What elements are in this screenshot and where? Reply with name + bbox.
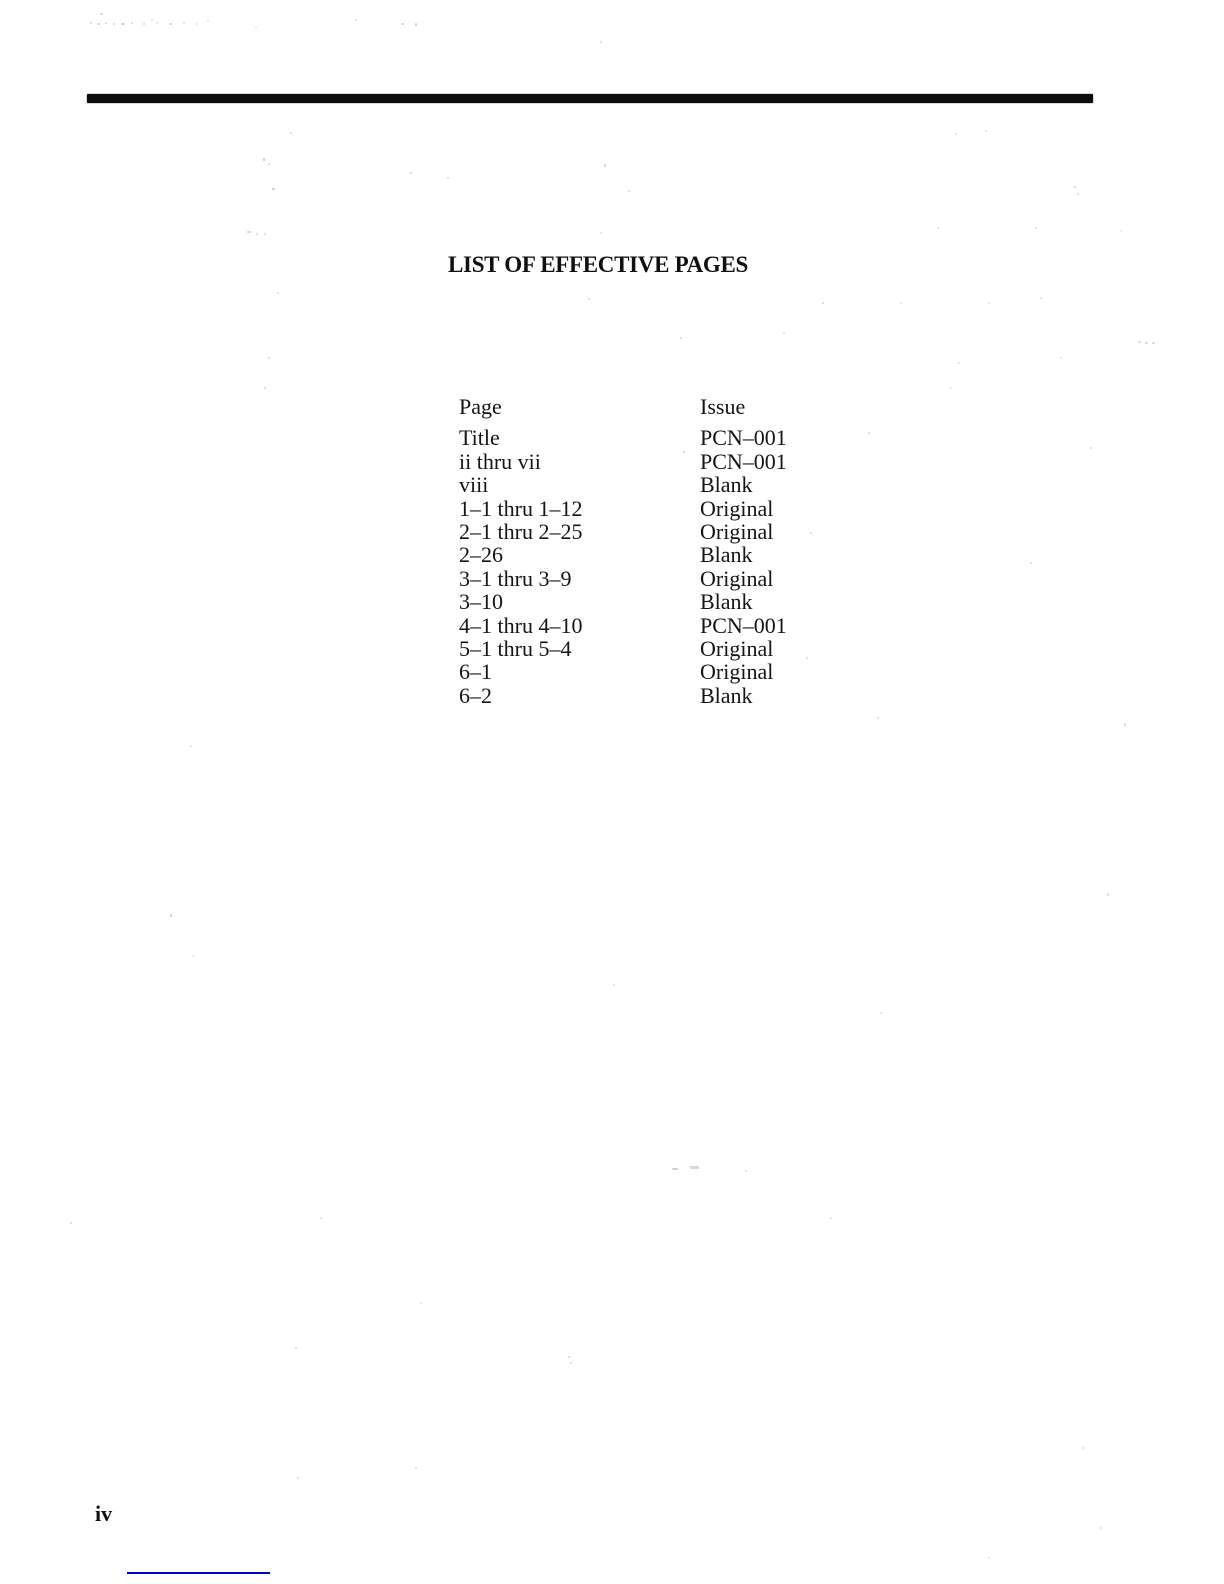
scan-noise-speck [988, 1557, 990, 1559]
page-cell: 6–1 [459, 659, 492, 685]
table-row [459, 497, 879, 520]
table-row [459, 660, 879, 683]
scan-noise-speck [568, 1356, 570, 1358]
table-row [459, 473, 879, 496]
page-title: LIST OF EFFECTIVE PAGES [448, 252, 749, 277]
scan-noise-speck [70, 1222, 72, 1224]
table-row [459, 543, 879, 566]
scan-noise-speck [830, 1217, 832, 1219]
scan-noise-speck [1124, 723, 1126, 726]
scan-noise-speck [156, 22, 158, 24]
page-cell: 2–26 [459, 542, 503, 568]
scan-noise-speck [1107, 893, 1109, 896]
issue-cell: Original [700, 636, 774, 662]
scan-noise-speck [588, 298, 590, 300]
scan-noise-speck [1035, 227, 1037, 229]
scan-noise-speck [264, 387, 266, 389]
scan-noise-speck [1040, 297, 1042, 299]
table-header-row [459, 395, 879, 418]
issue-cell: PCN–001 [700, 425, 787, 451]
issue-cell: Blank [700, 682, 753, 708]
scan-noise-speck [1030, 562, 1032, 564]
scan-noise-speck [268, 357, 270, 359]
page-cell: 6–2 [459, 682, 492, 708]
issue-cell: PCN–001 [700, 612, 787, 638]
issue-cell: Blank [700, 542, 753, 568]
scan-noise-speck [570, 1362, 572, 1364]
scan-noise-speck [420, 1302, 422, 1304]
column-header-issue: Issue [700, 394, 746, 419]
scan-noise-speck [190, 745, 192, 747]
scan-noise-speck [600, 41, 602, 43]
scan-noise-speck [988, 302, 990, 304]
page-cell: ii thru vii [459, 448, 541, 474]
issue-cell: Original [700, 495, 774, 521]
scan-noise-speck [415, 23, 417, 26]
scan-noise-speck [183, 22, 185, 24]
scan-noise-speck [121, 23, 125, 25]
scan-noise-speck [672, 1168, 678, 1170]
issue-cell: Original [700, 565, 774, 591]
scan-noise-speck [277, 292, 279, 294]
scan-noise-speck [90, 22, 92, 24]
scan-noise-speck [256, 233, 258, 235]
scan-noise-speck [1145, 342, 1148, 344]
scan-noise-speck [822, 302, 824, 304]
issue-cell: Blank [700, 589, 753, 615]
scan-noise-speck [1100, 1527, 1102, 1529]
scan-noise-speck [680, 337, 682, 339]
page-number: iv [95, 1501, 113, 1526]
scan-noise-speck [1074, 186, 1076, 188]
scan-noise-speck [355, 19, 357, 21]
scan-noise-speck [401, 23, 404, 25]
table-row [459, 684, 879, 707]
scan-noise-speck [415, 1467, 417, 1469]
scan-noise-speck [272, 188, 275, 190]
scan-noise-speck [263, 158, 265, 161]
scan-noise-speck [105, 22, 107, 24]
issue-cell: Original [700, 519, 774, 545]
scan-noise-speck [690, 1166, 699, 1169]
scan-noise-speck [290, 132, 292, 134]
scan-noise-speck [447, 177, 449, 179]
scan-noise-speck [196, 23, 198, 25]
scan-noise-speck [207, 20, 209, 22]
scan-noise-speck [877, 717, 879, 719]
scan-noise-speck [1152, 342, 1155, 344]
scan-noise-speck [600, 232, 602, 234]
scan-noise-speck [950, 387, 952, 389]
scan-noise-speck [143, 23, 145, 25]
scan-noise-speck [880, 1012, 882, 1014]
scan-noise-speck [955, 133, 957, 135]
table-body [459, 426, 879, 707]
issue-cell: Original [700, 659, 774, 685]
scan-noise-speck [1082, 1447, 1084, 1449]
scan-noise-speck [170, 914, 172, 917]
issue-cell: Blank [700, 472, 753, 498]
scan-noise-speck [192, 955, 194, 957]
column-header-page: Page [459, 394, 502, 419]
scan-noise-speck [1077, 193, 1079, 195]
table-row [459, 426, 879, 449]
effective-pages-table [459, 395, 879, 707]
scan-noise-speck [264, 233, 266, 235]
page-cell: 2–1 thru 2–25 [459, 519, 583, 545]
scan-noise-speck [268, 163, 270, 165]
page-cell: 4–1 thru 4–10 [459, 612, 583, 638]
scan-noise-speck [985, 130, 987, 132]
page-cell: 5–1 thru 5–4 [459, 636, 572, 662]
scan-noise-speck [151, 19, 153, 21]
scan-noise-speck [297, 1477, 299, 1479]
scan-noise-speck [783, 332, 785, 334]
scan-noise-speck [628, 190, 630, 192]
table-row [459, 450, 879, 473]
scan-noise-speck [1120, 230, 1122, 232]
table-row [459, 567, 879, 590]
scan-noise-speck [131, 22, 133, 24]
page-cell: 3–1 thru 3–9 [459, 565, 572, 591]
page-cell: 1–1 thru 1–12 [459, 495, 583, 521]
issue-cell: PCN–001 [700, 448, 787, 474]
table-row [459, 637, 879, 660]
scan-noise-speck [613, 984, 615, 986]
scan-noise-speck [604, 164, 606, 167]
page-cell: Title [459, 425, 500, 451]
scan-noise-speck [113, 23, 115, 25]
scan-noise-speck [937, 227, 939, 229]
scan-noise-speck [100, 13, 103, 15]
page-cell: 3–10 [459, 589, 503, 615]
scan-noise-speck [1138, 341, 1141, 343]
table-row [459, 520, 879, 543]
scan-noise-speck [1090, 447, 1092, 449]
page-cell: viii [459, 472, 489, 498]
scan-noise-speck [320, 1217, 322, 1219]
scan-noise-speck [958, 362, 960, 364]
table-row [459, 590, 879, 613]
table-row [459, 614, 879, 637]
horizontal-rule [87, 94, 1093, 103]
scan-noise-speck [410, 172, 412, 174]
scan-noise-speck [295, 1347, 297, 1349]
scan-noise-speck [247, 231, 251, 233]
footer-artifact-line [127, 1572, 270, 1574]
scan-noise-speck [255, 26, 257, 28]
scan-noise-speck [97, 23, 100, 25]
scan-noise-speck [169, 23, 172, 25]
scan-noise-speck [1060, 357, 1062, 359]
scan-noise-speck [745, 1170, 747, 1172]
scan-noise-speck [900, 302, 902, 304]
